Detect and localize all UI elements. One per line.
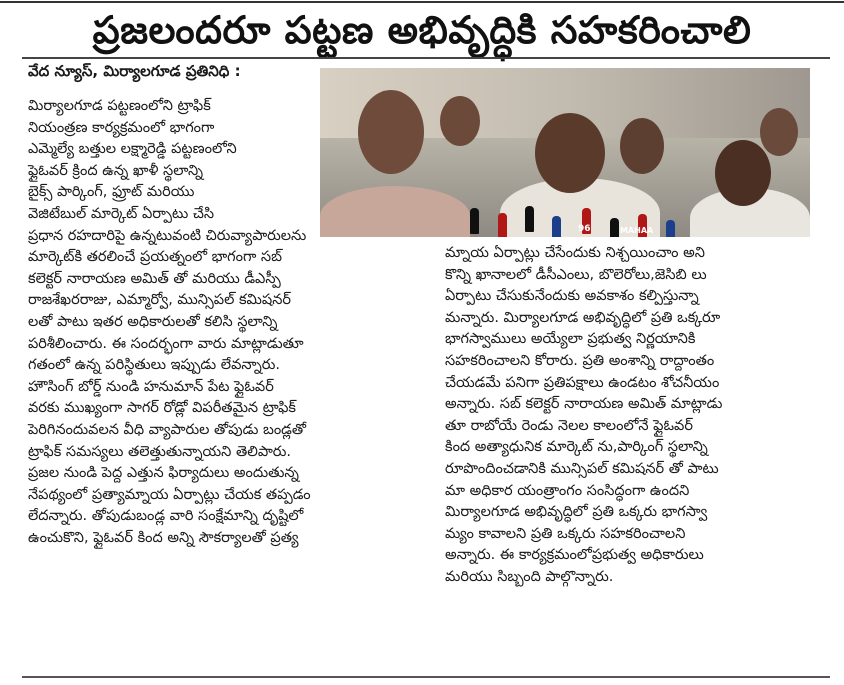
- microphone: [552, 216, 561, 237]
- byline: వేద న్యూస్, మిర్యాలగూడ ప్రతినిధి :: [28, 62, 241, 80]
- microphone: [666, 220, 675, 237]
- mic-label: MAHAA: [620, 226, 654, 235]
- photo-person-center-head: [535, 113, 605, 193]
- headline-rule: [22, 57, 830, 59]
- article-left-column: [28, 96, 408, 549]
- headline: ప్రజలందరూ పట్టణ అభివృద్ధికి సహకరించాలి: [92, 8, 752, 52]
- bottom-rule: [22, 676, 830, 678]
- photo-person-back-1: [440, 96, 480, 146]
- microphone: [525, 206, 534, 232]
- right-column-text: మ్నాయ ఏర్పాట్లు చేసేందుకు నిశ్చయించాం అని కొన్ని ఖానాలలో డీసీఎంలు, బొలెరోలు,జెసిబి లు ఏర్పాటు చేసుకునేందుకు అవకాశం కల్పిస్తున్నా మన్నారు. మిర్యాలగూడ అభివృద్ధిలో ప్రతి ఒక్కరూ భాగస్వాములు అయ్యేలా ప్రభుత్వ నిర్ణయానికి సహకరించాలని కోరారు. ప్రతి అంశాన్ని రాద్దాంతం చేయడమే పనిగా ప్రతిపక్షాలు ఉండటం శోచనీయం అన్నారు. సబ్ కలెక్టర్ నారాయణ అమిత్ మాట్లాడు తూ రాబోయే రెండు నెలల కాలంలోనే ఫ్లైఓవర్ కింద అత్యాధునిక మార్కెట్ ను,పార్కింగ్ స్థలాన్ని రూపొందించడానికి మున్సిపల్ కమిషనర్ తో పాటు మా అధికార యంత్రాంగం సంసిద్ధంగా ఉందని మిర్యాలగూడ అభివృద్ధిలో ప్రతి ఒక్కరు భాగస్వా మ్యం కావాలని ప్రతి ఒక్కరు సహకరించాలని అన్నారు. ఈ కార్యక్రమంలోప్రభుత్వ అధికారులు మరియు సిబ్బంది పాల్గొన్నారు.: [445, 245, 723, 585]
- photo-person-back-3: [760, 108, 798, 156]
- mic-label: 96: [578, 224, 591, 234]
- microphone: [470, 208, 479, 234]
- left-column-text: మిర్యాలగూడ పట్టణంలోని ట్రాఫిక్ నియంత్రణ కార్యక్రమంలో భాగంగా ఎమ్మెల్యే బత్తుల లక్ష్మారెడ్డి పట్టణంలోని ఫ్లైఓవర్ క్రింద ఉన్న ఖాళీ స్థలాన్ని బైక్స్ పార్కింగ్, ఫ్రూట్ మరియు వెజిటేబుల్ మార్కెట్ ఏర్పాటు చేసి ప్రధాన రహదారిపై ఉన్నటువంటి చిరువ్యాపారులను మార్కెట్‌కి తరలించే ప్రయత్నంలో భాగంగా సబ్ కలెక్టర్ నారాయణ అమిత్ తో మరియు డీఎస్పీ రాజశేఖరరాజు, ఎమ్మార్వో, మున్సిపల్ కమిషనర్ లతో పాటు ఇతర అధికారులతో కలిసి స్థలాన్ని పరిశీలించారు. ఈ సందర్భంగా వారు మాట్లాడుతూ గతంలో ఉన్న పరిస్థితులు ఇప్పుడు లేవన్నారు. హౌసింగ్ బోర్డ్ నుండి హనుమాన్ పేట ఫ్లైఓవర్ వరకు ముఖ్యంగా సాగర్ రోడ్లో విపరీతమైన ట్రాఫిక్ పెరిగినందువలన వీధి వ్యాపారుల తోపుడు బండ్లతో ట్రాఫిక్ సమస్యలు తలెత్తుతున్నాయని తెలిపారు. ప్రజల నుండి పెద్ద ఎత్తున ఫిర్యాదులు అందుతున్న నేపథ్యంలో ప్రత్యామ్నాయ ఏర్పాట్లు చేయక తప్పడం లేదన్నారు. తోపుడుబండ్ల వారి సంక్షేమాన్ని దృష్టిలో ఉంచుకొని, ఫ్లైఓవర్ కింద అన్ని సౌకర్యాలతో ప్రత్య: [28, 98, 311, 546]
- microphone: [610, 218, 619, 237]
- photo-person-right-head: [715, 140, 771, 206]
- photo-person-back-2: [620, 118, 664, 174]
- article-right-column: [445, 243, 820, 589]
- microphone: [498, 213, 507, 237]
- top-rule: [0, 1, 844, 3]
